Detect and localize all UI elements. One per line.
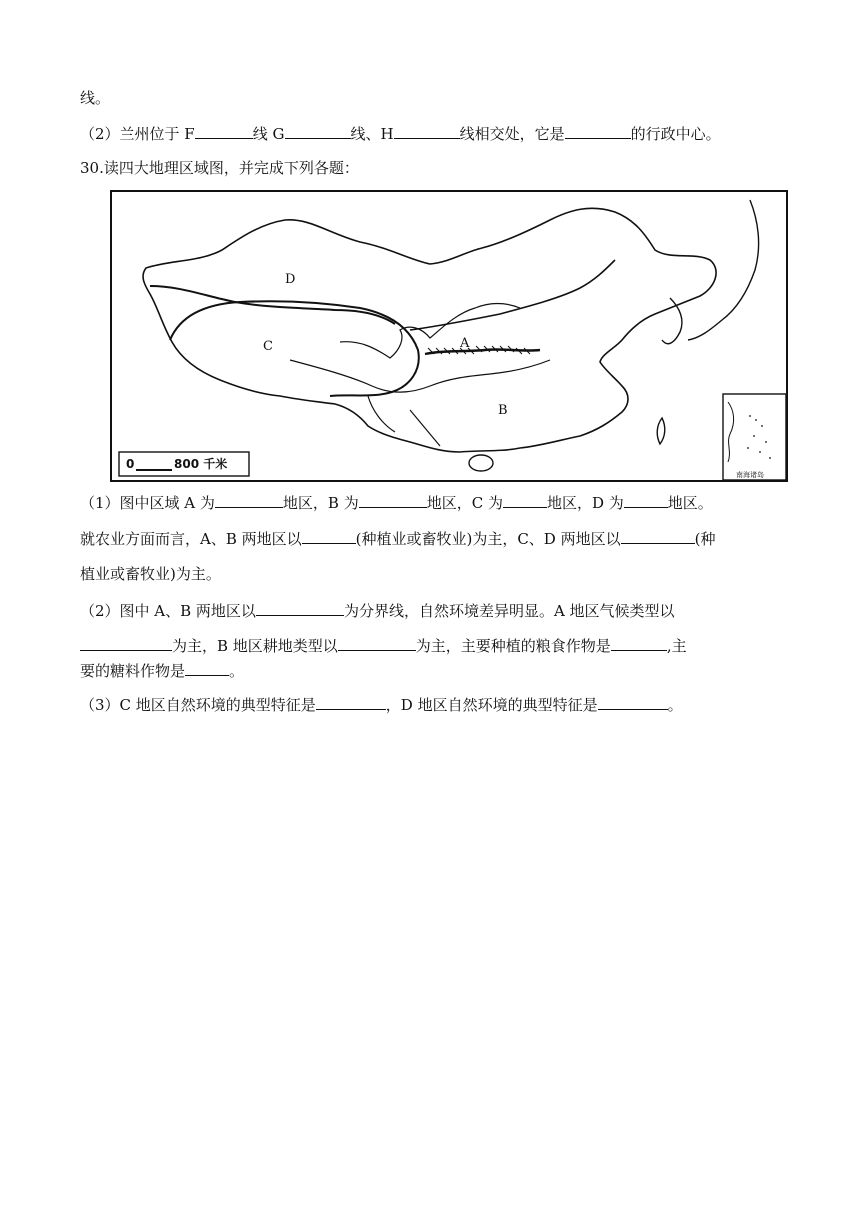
q30-part2-line1: （2）图中 A、B 两地区以 为分界线，自然环境差异明显。A 地区气候类型以 [80,602,675,620]
scale-value: 800 千米 [174,457,228,471]
region-label-d: D [285,272,296,287]
inset-caption: 南海诸岛 [736,471,764,479]
q30-part1-line2: 就农业方面而言，A、B 两地区以 (种植业或畜牧业)为主，C、D 两地区以 (种 [80,530,716,548]
answer-blank[interactable] [338,636,416,651]
inset-map-frame [723,394,786,480]
answer-blank[interactable] [624,493,668,508]
answer-blank[interactable] [611,636,667,651]
answer-blank[interactable] [195,124,253,139]
answer-blank[interactable] [80,636,172,651]
q30-part2-line3: 要的糖料作物是 。 [80,662,245,680]
q30-part1-line1: （1）图中区域 A 为 地区，B 为 地区，C 为 地区，D 为 地区。 [80,494,713,512]
region-label-c: C [263,339,273,354]
answer-blank[interactable] [316,695,386,710]
answer-blank[interactable] [302,529,356,544]
scale-zero: 0 [126,457,135,471]
q29-part2: （2）兰州位于 F 线 G 线、H 线相交处，它是 的行政中心。 [80,125,721,143]
q30-part1-line3: 植业或畜牧业)为主。 [80,565,221,583]
q29-line-end: 线。 [80,89,111,107]
answer-blank[interactable] [215,493,283,508]
map-frame [111,191,787,481]
answer-blank[interactable] [565,124,631,139]
q30-title: 30.读四大地理区域图，并完成下列各题： [80,159,359,177]
answer-blank[interactable] [394,124,460,139]
answer-blank[interactable] [598,695,668,710]
answer-blank[interactable] [621,529,695,544]
answer-blank[interactable] [359,493,427,508]
region-label-a: A [460,336,470,351]
region-label-b: B [498,403,508,418]
china-regions-map [110,190,788,482]
q30-part2-line2: 为主，B 地区耕地类型以 为主，主要种植的粮食作物是 ,主 [80,636,687,656]
q30-part3: （3）C 地区自然环境的典型特征是 ，D 地区自然环境的典型特征是 。 [80,696,683,714]
answer-blank[interactable] [185,661,229,676]
answer-blank[interactable] [256,601,344,616]
answer-blank[interactable] [503,493,547,508]
answer-blank[interactable] [285,124,351,139]
